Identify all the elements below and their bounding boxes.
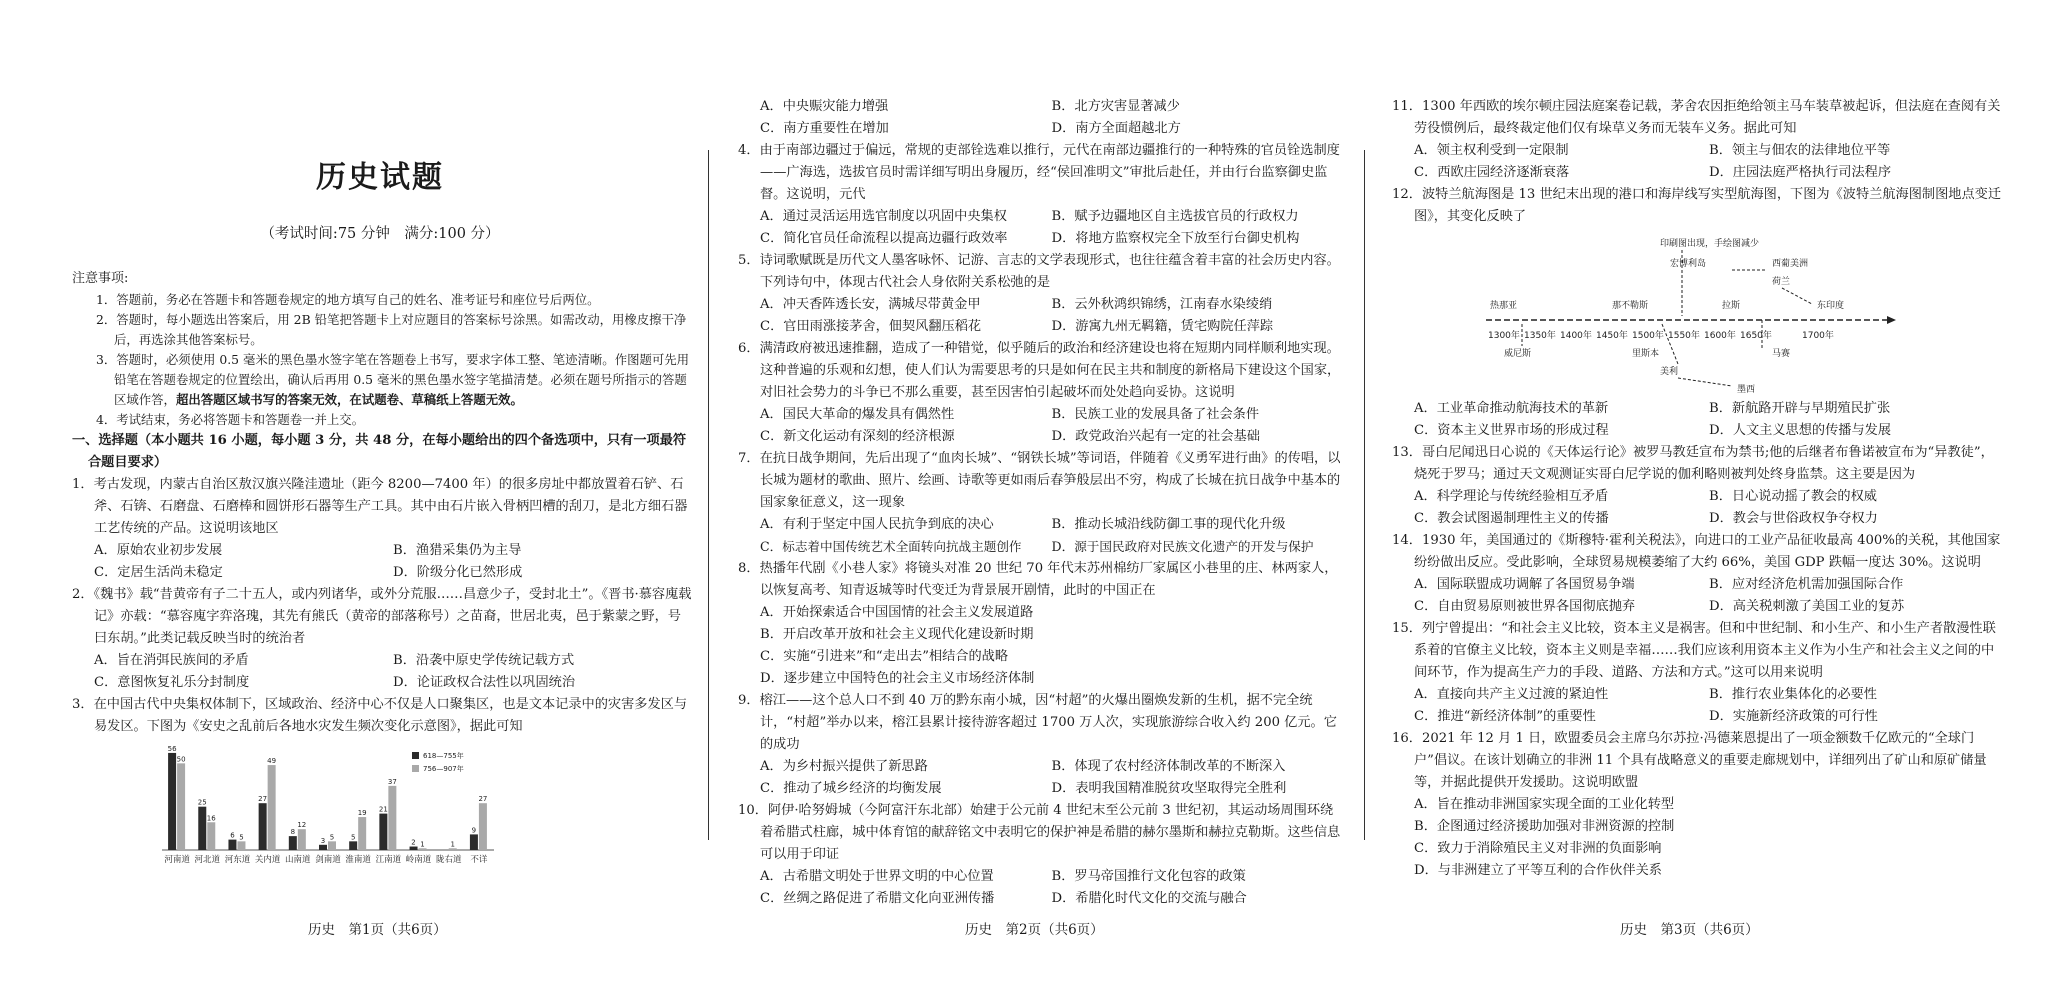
option-b: B．罗马帝国推行文化包容的政策: [1051, 869, 1246, 884]
question-16-stem: 16．2021 年 12 月 1 日，欧盟委员会主席乌尔苏拉·冯德莱恩提出了一项金额数千亿欧元的“全球门户”倡议。在该计划确立的非洲 11 个具有战略意义的重要走廊规划中，详细列出了矿山和原矿储量等，并据此提供开发援助。这说明欧盟: [1392, 731, 1987, 790]
question-2-stem: 2．《魏书》载“昔黄帝有子二十五人，或内列诸华，或外分荒服……昌意少子，受封北土”。《晋书·慕容廆载记》亦载：“慕容廆字弈洛瑰，其先有熊氏（黄帝的部落称号）之苗裔，世居北夷，邑于紫蒙之野，号曰东胡。”此类记载反映当时的统治者: [72, 587, 692, 646]
notice-2: 2．答题时，每小题选出答案后，用 2B 铅笔把答题卡上对应题目的答案标号涂黑。如需改动，用橡皮擦干净后，再选涂其他答案标号。: [96, 312, 687, 347]
year-1450: 1450年: [1596, 331, 1628, 341]
bar-value-label: 1: [420, 840, 425, 849]
year-1500: 1500年: [1632, 331, 1664, 341]
legend-swatch: [412, 765, 419, 772]
map-label-marseille: 马赛: [1772, 349, 1791, 359]
bar-before-6: [349, 841, 357, 850]
category-label: 岭南道: [405, 855, 432, 865]
notice-heading: 注意事项:: [72, 271, 129, 286]
bar-after-0: [177, 763, 185, 850]
page-2-column: [738, 96, 1343, 910]
notice-3-bold: 超出答题区域书写的答案无效，在试题卷、草稿纸上答题无效。: [175, 392, 523, 407]
question-16-options: [1392, 794, 2004, 882]
bar-value-label: 6: [230, 831, 235, 840]
question-3-stem: 3．在中国古代中央集权体制下，区域政治、经济中心不仅是人口聚集区，也是文本记录中的灾害多发区与易发区。下图为《安史之乱前后各地水灾发生频次变化示意图》，据此可知: [72, 697, 688, 734]
question-5-options: [738, 294, 1343, 338]
map-connectors: [1522, 250, 1812, 386]
option-c: C．意图恢复礼乐分封制度: [94, 675, 250, 690]
question-12-options: [1392, 398, 2004, 442]
bar-value-label: 5: [350, 833, 356, 842]
page-2-footer: 历史 第2页（共6页）: [965, 922, 1104, 938]
bar-after-10: [479, 803, 487, 850]
notice-3: [72, 350, 692, 410]
bar-before-8: [410, 847, 418, 850]
option-c: C．定居生活尚未稳定: [94, 565, 223, 580]
question-7-stem: 7．在抗日战争期间，先后出现了“血肉长城”、“钢铁长城”等词语，伴随着《义勇军进行曲》的传唱，以长城为题材的歌曲、照片、绘画、诗歌等更如雨后春笋般层出不穷，构成了长城在抗日战争中基本的国家象征意义，这一现象: [738, 451, 1341, 510]
section-heading: 一、选择题（本小题共 16 小题，每小题 3 分，共 48 分，在每小题给出的四个备选项中，只有一项最符合题目要求）: [72, 433, 687, 470]
option-c: C．推动了城乡经济的均衡发展: [760, 781, 942, 796]
notice-4: 4．考试结束，务必将答题卡和答题卷一并上交。: [96, 412, 365, 427]
bar-value-label: 8: [290, 828, 296, 837]
question-6-stem: 6．满清政府被迅速推翻，造成了一种错觉，似乎随后的政治和经济建设也将在短期内同样顺利地实现。这种普遍的乐观和幻想，使人们认为需要思考的只是如何在民主共和制度的新格局下建设这个国家，对旧社会势力的斗争已不那么重要，甚至因害怕引起破坏而处处趋向妥协。这说明: [738, 341, 1341, 400]
bar-value-label: 37: [387, 777, 397, 786]
page-3-column: [1392, 96, 2004, 882]
option-b: B．开启改革开放和社会主义现代化建设新时期: [760, 627, 1034, 642]
option-a: A．开始探索适合中国国情的社会主义发展道路: [760, 605, 1034, 620]
option-c: C．官田雨涨接茅舍，佃契风翻压稻花: [760, 319, 982, 334]
map-label-mexico: 墨西: [1737, 385, 1756, 395]
bar-value-label: 5: [329, 833, 335, 842]
bar-value-label: 2: [411, 838, 416, 847]
year-1550: 1550年: [1668, 331, 1700, 341]
page-3-footer: 历史 第3页（共6页）: [1620, 922, 1759, 938]
portolan-chart-map: [1482, 228, 1902, 398]
option-b: B．日心说动摇了教会的权威: [1709, 489, 1877, 504]
option-d: D．教会与世俗政权争夺权力: [1709, 511, 1878, 526]
option-c: C．资本主义世界市场的形成过程: [1414, 423, 1609, 438]
legend-swatch: [412, 752, 419, 759]
option-d: D．与非洲建立了平等互利的合作伙伴关系: [1414, 863, 1662, 878]
option-a: A．旨在消弭民族间的矛盾: [94, 653, 249, 668]
question-10-options: [738, 866, 1343, 910]
option-a: A．为乡村振兴提供了新思路: [760, 759, 928, 774]
bar-before-3: [259, 803, 267, 850]
question-7-options: [738, 514, 1343, 558]
question-2-options: [72, 650, 692, 694]
question-13-stem: 13．哥白尼闻迅日心说的《天体运行论》被罗马教廷宣布为禁书;他的后继者布鲁诺被宣布为“异教徒”，烧死于罗马；通过天文观测证实哥白尼学说的伽利略则被判处终身监禁。这主要是因为: [1392, 445, 1994, 482]
option-c: C．标志着中国传统艺术全面转向抗战主题创作: [760, 539, 1022, 554]
bar-after-3: [268, 765, 276, 850]
question-8-options: [738, 602, 1343, 690]
bar-value-label: 56: [167, 744, 177, 753]
option-b: B．云外秋鸿织锦绣，江南春水染绫绡: [1051, 297, 1273, 312]
option-c: C．新文化运动有深刻的经济根源: [760, 429, 955, 444]
bar-value-label: 3: [320, 836, 326, 845]
bar-before-10: [470, 834, 478, 850]
map-label-naples: 那不勒斯: [1612, 301, 1649, 311]
category-label: 关内道: [254, 855, 281, 865]
option-a: A．领主权利受到一定限制: [1414, 143, 1569, 158]
map-label-meli: 美利: [1660, 367, 1679, 377]
option-b: B．应对经济危机需加强国际合作: [1709, 577, 1904, 592]
question-14-options: [1392, 574, 2004, 618]
bar-after-6: [358, 817, 366, 850]
option-d: D．逐步建立中国特色的社会主义市场经济体制: [760, 671, 1035, 686]
bar-value-label: 50: [176, 755, 186, 764]
question-13-options: [1392, 486, 2004, 530]
map-label-genoa: 热那亚: [1490, 301, 1518, 311]
option-b: B．领主与佃农的法律地位平等: [1709, 143, 1891, 158]
category-label: 山南道: [285, 855, 311, 865]
option-a: A．通过灵活运用选官制度以巩固中央集权: [760, 209, 1007, 224]
option-a: A．古希腊文明处于世界文明的中心位置: [760, 869, 994, 884]
year-1650: 1650年: [1740, 331, 1772, 341]
option-b: B．赋予边疆地区自主选拔官员的行政权力: [1051, 209, 1299, 224]
bar-after-9: [449, 848, 457, 850]
bar-after-1: [207, 822, 215, 850]
bar-value-label: 19: [357, 809, 367, 818]
question-15-stem: 15．列宁曾提出：“和社会主义比较，资本主义是祸害。但和中世纪制、和小生产、和小生产者散漫性联系着的官僚主义比较，资本主义则是幸福……我们应该利用资本主义作为小生产和社会主义之间的中间环节，作为提高生产力的手段、道路、方法和方式。”这可以用来说明: [1392, 621, 1996, 680]
page-1-column: [72, 268, 692, 888]
question-6-options: [738, 404, 1343, 448]
option-b: B．推行农业集体化的必要性: [1709, 687, 1877, 702]
map-label-venice: 威尼斯: [1504, 349, 1532, 359]
option-d: D．论证政权合法性以巩固统治: [393, 675, 576, 690]
option-b: B．推动长城沿线防御工事的现代化升级: [1051, 517, 1286, 532]
question-1-stem: 1．考古发现，内蒙古自治区敖汉旗兴隆洼遗址（距今 8200—7400 年）的很多房址中都放置着石铲、石斧、石锛、石磨盘、石磨棒和圆饼形石器等生产工具。其中由石片嵌入骨柄凹槽的刮刀，是北方细石器工艺传统的产品。这说明该地区: [72, 477, 688, 536]
category-label: 不详: [470, 855, 488, 865]
option-b: B．渔猎采集仍为主导: [393, 543, 522, 558]
bar-value-label: 5: [239, 833, 244, 842]
bar-after-5: [328, 841, 336, 850]
option-a: A．原始农业初步发展: [94, 543, 223, 558]
column-divider-1: [708, 150, 709, 840]
question-3-options: [738, 96, 1343, 140]
bar-value-label: 16: [206, 814, 216, 823]
column-divider-2: [1364, 150, 1365, 840]
map-label-mallorca: 宏博利岛: [1670, 259, 1707, 269]
option-d: D．将地方监察权完全下放至行台御史机构: [1051, 231, 1300, 246]
question-9-stem: 9．榕江——这个总人口不到 40 万的黔东南小城，因“村超”的火爆出圈焕发新的生机，据不完全统计，“村超”举办以来，榕江县累计接待游客超过 1700 万人次，实现旅游综合收入约 200 亿元。它的成功: [738, 693, 1337, 752]
year-1350: 1350年: [1524, 331, 1556, 341]
bar-after-7: [388, 786, 396, 850]
notice-1: 1．答题前，务必在答题卡和答题卷规定的地方填写自己的姓名、准考证号和座位号后两位。: [96, 292, 600, 307]
question-8-stem: 8．热播年代剧《小巷人家》将镜头对准 20 世纪 70 年代末苏州棉纺厂家属区小巷里的庄、林两家人，以恢复高考、知青返城等时代变迁为背景展开剧情，此时的中国正在: [738, 561, 1338, 598]
option-c: C．致力于消除殖民主义对非洲的负面影响: [1414, 841, 1662, 856]
option-d: D．南方全面超越北方: [1051, 121, 1181, 136]
option-d: D．表明我国精准脱贫攻坚取得完全胜利: [1051, 781, 1287, 796]
map-label-netherlands: 荷兰: [1772, 277, 1791, 287]
bar-value-label: 9: [471, 826, 477, 835]
option-d: D．庄园法庭严格执行司法程序: [1709, 165, 1892, 180]
timeline-arrowhead: [1887, 316, 1896, 324]
year-1600: 1600年: [1704, 331, 1736, 341]
option-d: D．实施新经济政策的可行性: [1709, 709, 1878, 724]
option-c: C．丝绸之路促进了希腊文化向亚洲传播: [760, 891, 995, 906]
option-b: B．沿袭中原史学传统记载方式: [393, 653, 575, 668]
option-d: D．希腊化时代文化的交流与融合: [1051, 891, 1247, 906]
option-a: A．直接向共产主义过渡的紧迫性: [1414, 687, 1609, 702]
bar-value-label: 49: [267, 757, 277, 766]
option-a: A．中央赈灾能力增强: [760, 99, 889, 114]
option-a: A．冲天香阵透长安，满城尽带黄金甲: [760, 297, 981, 312]
category-label: 河北道: [194, 855, 221, 865]
bar-after-8: [419, 848, 427, 850]
option-c: C．简化官员任命流程以提高边疆行政效率: [760, 231, 1008, 246]
map-label-lisbon: 里斯本: [1632, 349, 1660, 359]
bar-value-label: 25: [197, 798, 207, 807]
option-c: C．教会试图遏制理性主义的传播: [1414, 511, 1609, 526]
option-b: B．新航路开辟与早期殖民扩张: [1709, 401, 1891, 416]
option-a: A．国民大革命的爆发具有偶然性: [760, 407, 955, 422]
bar-after-2: [237, 841, 245, 850]
option-c: C．推进“新经济体制”的重要性: [1414, 709, 1596, 724]
bar-value-label: 27: [258, 795, 268, 804]
exam-title: 历史试题: [316, 160, 444, 195]
category-label: 剑南道: [315, 855, 341, 865]
option-a: A．有利于坚定中国人民抗争到底的决心: [760, 517, 994, 532]
option-a: A．科学理论与传统经验相互矛盾: [1414, 489, 1609, 504]
map-label-east-indies: 东印度: [1817, 301, 1845, 311]
bar-before-5: [319, 845, 327, 850]
legend-label: 618—755年: [423, 752, 464, 760]
option-d: D．高关税刺激了美国工业的复苏: [1709, 599, 1905, 614]
map-label-spain-portugal: 西葡美洲: [1772, 259, 1809, 269]
bar-value-label: 21: [378, 805, 388, 814]
bar-before-1: [198, 807, 206, 850]
category-label: 淮南道: [345, 855, 371, 865]
option-d: D．源于国民政府对民族文化遗产的开发与保护: [1051, 539, 1314, 554]
question-4-stem: 4．由于南部边疆过于偏远，常规的吏部铨选难以推行，元代在南部边疆推行的一种特殊的官员铨选制度——广海选，选拔官员时需详细写明出身履历，经“侯回准明文”审批后赴任，并由行台监察御史监督。这说明，元代: [738, 143, 1340, 202]
question-4-options: [738, 206, 1343, 250]
question-11-stem: 11．1300 年西欧的埃尔顿庄园法庭案卷记载，茅舍农因拒绝给领主马车装草被起诉，但法庭在查阅有关劳役惯例后，最终裁定他们仅有垛草义务而无装车义务。据此可知: [1392, 99, 2001, 136]
question-14-stem: 14．1930 年，美国通过的《斯穆特·霍利关税法》，向进口的工业产品征收最高 400%的关税，其他国家纷纷做出反应。受此影响，全球贸易规模萎缩了大约 66%，美国 GDP 跌幅一度达 30%。这说明: [1392, 533, 2001, 570]
question-9-options: [738, 756, 1343, 800]
bar-value-label: 12: [297, 821, 307, 830]
option-c: C．西欧庄园经济逐渐衰落: [1414, 165, 1570, 180]
question-15-options: [1392, 684, 2004, 728]
option-b: B．北方灾害显著减少: [1051, 99, 1180, 114]
option-c: C．实施“引进来”和“走出去”相结合的战略: [760, 649, 1009, 664]
option-d: D．政党政治兴起有一定的社会基础: [1051, 429, 1260, 444]
bar-before-2: [228, 840, 236, 850]
question-10-stem: 10．阿伊·哈努姆城（今阿富汗东北部）始建于公元前 4 世纪末至公元前 3 世纪初，其运动场周围环绕着希腊式柱廊，城中体育馆的献辞铭文中表明它的保护神是希腊的赫尔墨斯和赫拉克勒斯。这些信息可以用于印证: [738, 803, 1341, 862]
map-label-print: 印刷图出现，手绘图减少: [1660, 239, 1760, 249]
option-d: D．游寓九州无羁籍，赁宅购院任萍踪: [1051, 319, 1274, 334]
option-d: D．人文主义思想的传播与发展: [1709, 423, 1892, 438]
bar-before-7: [379, 814, 387, 850]
option-a: A．国际联盟成功调解了各国贸易争端: [1414, 577, 1635, 592]
category-label: 河南道: [164, 855, 190, 865]
year-1400: 1400年: [1560, 331, 1592, 341]
option-d: D．阶级分化已然形成: [393, 565, 523, 580]
page-1-footer: 历史 第1页（共6页）: [308, 922, 447, 938]
option-b: B．民族工业的发展具备了社会条件: [1051, 407, 1260, 422]
bar-before-4: [289, 836, 297, 850]
option-a: A．工业革命推动航海技术的革新: [1414, 401, 1609, 416]
option-b: B．企图通过经济援助加强对非洲资源的控制: [1414, 819, 1675, 834]
bar-value-label: 27: [478, 795, 488, 804]
flood-frequency-chart: [144, 738, 644, 888]
option-b: B．体现了农村经济体制改革的不断深入: [1051, 759, 1286, 774]
category-label: 河东道: [224, 855, 251, 865]
question-1-options: [72, 540, 692, 584]
category-label: 江南道: [375, 855, 402, 865]
option-c: C．自由贸易原则被世界各国彻底抛弃: [1414, 599, 1636, 614]
legend-label: 756—907年: [423, 765, 464, 773]
question-11-options: [1392, 140, 2004, 184]
option-a: A．旨在推动非洲国家实现全面的工业化转型: [1414, 797, 1675, 812]
year-1300: 1300年: [1488, 331, 1520, 341]
exam-subtitle: （考试时间:75 分钟 满分:100 分）: [260, 226, 500, 242]
category-label: 陇右道: [435, 855, 462, 865]
question-12-stem: 12．波特兰航海图是 13 世纪末出现的港口和海岸线写实型航海图，下图为《波特兰航海图制图地点变迁图》，其变化反映了: [1392, 187, 2002, 224]
year-1700: 1700年: [1802, 331, 1834, 341]
notice-3-text: 3．答题时，必须使用 0.5 毫米的黑色墨水签字笔在答题卷上书写，要求字体工整、笔迹清晰。作图题可先用铅笔在答题卷规定的位置绘出，确认后再用 0.5 毫米的黑色墨水签字笔描清楚。必须在题号所指示的答题区域作答，: [96, 352, 690, 407]
option-c: C．南方重要性在增加: [760, 121, 889, 136]
bar-value-label: 1: [450, 840, 455, 849]
question-5-stem: 5．诗词歌赋既是历代文人墨客咏怀、记游、言志的文学表现形式，也往往蕴含着丰富的社会历史内容。下列诗句中，体现古代社会人身依附关系松弛的是: [738, 253, 1340, 290]
map-label-ragusa: 拉斯: [1722, 301, 1741, 311]
bar-after-4: [298, 829, 306, 850]
bar-before-0: [168, 753, 176, 850]
